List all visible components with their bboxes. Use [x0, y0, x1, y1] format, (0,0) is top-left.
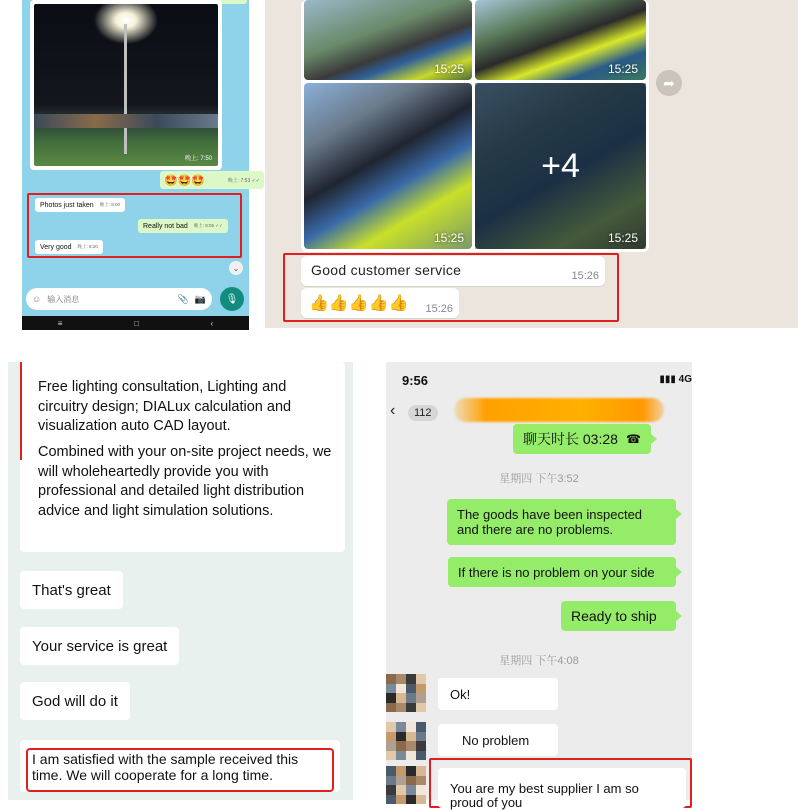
message-text: I am satisfied with the sample received this time. We will cooperate for a long time.: [32, 751, 299, 783]
forward-icon[interactable]: ➦: [656, 70, 682, 96]
message-time: 晚上: 7:53 ✓✓: [227, 177, 260, 184]
message-input-bar: [26, 288, 212, 310]
emoji-message: [160, 171, 264, 189]
timestamp: 星期四 下午4:08: [499, 655, 579, 667]
avatar[interactable]: [386, 766, 426, 804]
chat-screenshot-whatsapp: [265, 0, 798, 328]
outgoing-message: [138, 219, 228, 233]
mic-button[interactable]: [220, 287, 244, 311]
emoji-icon[interactable]: ☺: [32, 294, 42, 304]
message-time: 15:25: [433, 62, 464, 76]
attach-icon[interactable]: 📎: [177, 293, 189, 304]
signal-indicator: ▮▮▮ 4G: [659, 374, 692, 385]
chat-screenshot-phone-android: [22, 0, 260, 330]
service-paragraph: Free lighting consultation, Lighting and circuitry design; DIALux calculation and visualization auto CAD layout.: [38, 379, 292, 434]
chat-screenshot-wechat: [386, 362, 692, 810]
message-time: 15:25: [433, 231, 464, 245]
stadium-stand: [34, 114, 218, 128]
incoming-message: [20, 740, 340, 792]
service-description-message: [20, 362, 345, 552]
message-time: 晚上: 7:50: [184, 156, 212, 162]
message-time: 晚上: 8:20: [77, 244, 98, 249]
call-duration-text: 聊天时长 03:28: [523, 430, 618, 447]
message-time: 15:25: [607, 62, 638, 76]
message-text: Good customer service: [311, 262, 462, 278]
incoming-message: You are my best supplier I am so proud of you: [438, 768, 686, 808]
more-photos-overlay: +4: [475, 83, 646, 249]
album-photo-more[interactable]: [475, 83, 646, 249]
album-photo[interactable]: [475, 0, 646, 80]
menu-nav-icon[interactable]: ≡: [57, 318, 63, 328]
incoming-message: That's great: [20, 571, 123, 609]
android-nav-bar: [22, 316, 249, 330]
timestamp: 星期四 下午3:52: [499, 473, 579, 485]
message-text: Very good: [40, 243, 72, 251]
incoming-message: Ok!: [438, 678, 558, 710]
message-time: 15:26: [571, 270, 599, 282]
service-paragraph: Combined with your on-site project needs, we will wholeheartedly provide you with professional and detailed light distribution advice and light simulation solutions.: [38, 444, 332, 519]
album-photo[interactable]: [304, 83, 472, 249]
phone-hangup-icon: ☎: [625, 431, 641, 446]
outgoing-message: The goods have been inspected and there are no problems.: [447, 499, 676, 545]
photo-album-message: [301, 0, 649, 252]
back-nav-icon[interactable]: ‹: [210, 318, 214, 328]
album-photo[interactable]: [304, 0, 472, 80]
contact-name-redacted: [454, 398, 664, 422]
unread-count-badge[interactable]: 112: [408, 405, 438, 421]
avatar[interactable]: [386, 674, 426, 712]
message-time: 15:26: [425, 303, 453, 315]
incoming-message: [301, 256, 605, 286]
mic-icon: 🎙: [225, 293, 239, 305]
outgoing-message: If there is no problem on your side: [448, 557, 676, 587]
incoming-message: [35, 240, 103, 254]
incoming-message: [301, 288, 459, 318]
avatar[interactable]: [386, 722, 426, 760]
message-time: 晚上: 8:00: [99, 202, 120, 207]
incoming-message: Your service is great: [20, 627, 179, 665]
scroll-down-icon[interactable]: ⌄: [229, 261, 243, 275]
incoming-message: God will do it: [20, 682, 130, 720]
incoming-message: [35, 198, 125, 212]
message-time: 15:25: [607, 231, 638, 245]
status-time: 9:56: [402, 373, 429, 388]
light-pole: [124, 24, 127, 154]
outgoing-message: Ready to ship: [561, 601, 676, 631]
home-nav-icon[interactable]: □: [134, 318, 139, 328]
quote-bar: [20, 362, 22, 460]
emoji-text: 🤩🤩🤩: [164, 174, 206, 187]
message-text: Photos just taken: [40, 201, 94, 209]
call-record-message[interactable]: [513, 424, 651, 454]
chat-screenshot-service: [8, 362, 353, 800]
incoming-message: No problem: [438, 724, 558, 756]
message-text: Really not bad: [143, 222, 188, 230]
image-message[interactable]: [30, 0, 222, 170]
message-time: 晚上: 8:05 ✓✓: [193, 223, 223, 228]
message-input[interactable]: [47, 295, 171, 304]
camera-icon[interactable]: 📷: [194, 293, 206, 304]
stadium-night-photo[interactable]: [34, 4, 218, 166]
thumbs-up-emoji-text: 👍👍👍👍👍: [309, 295, 409, 312]
back-icon[interactable]: ‹: [390, 402, 396, 419]
